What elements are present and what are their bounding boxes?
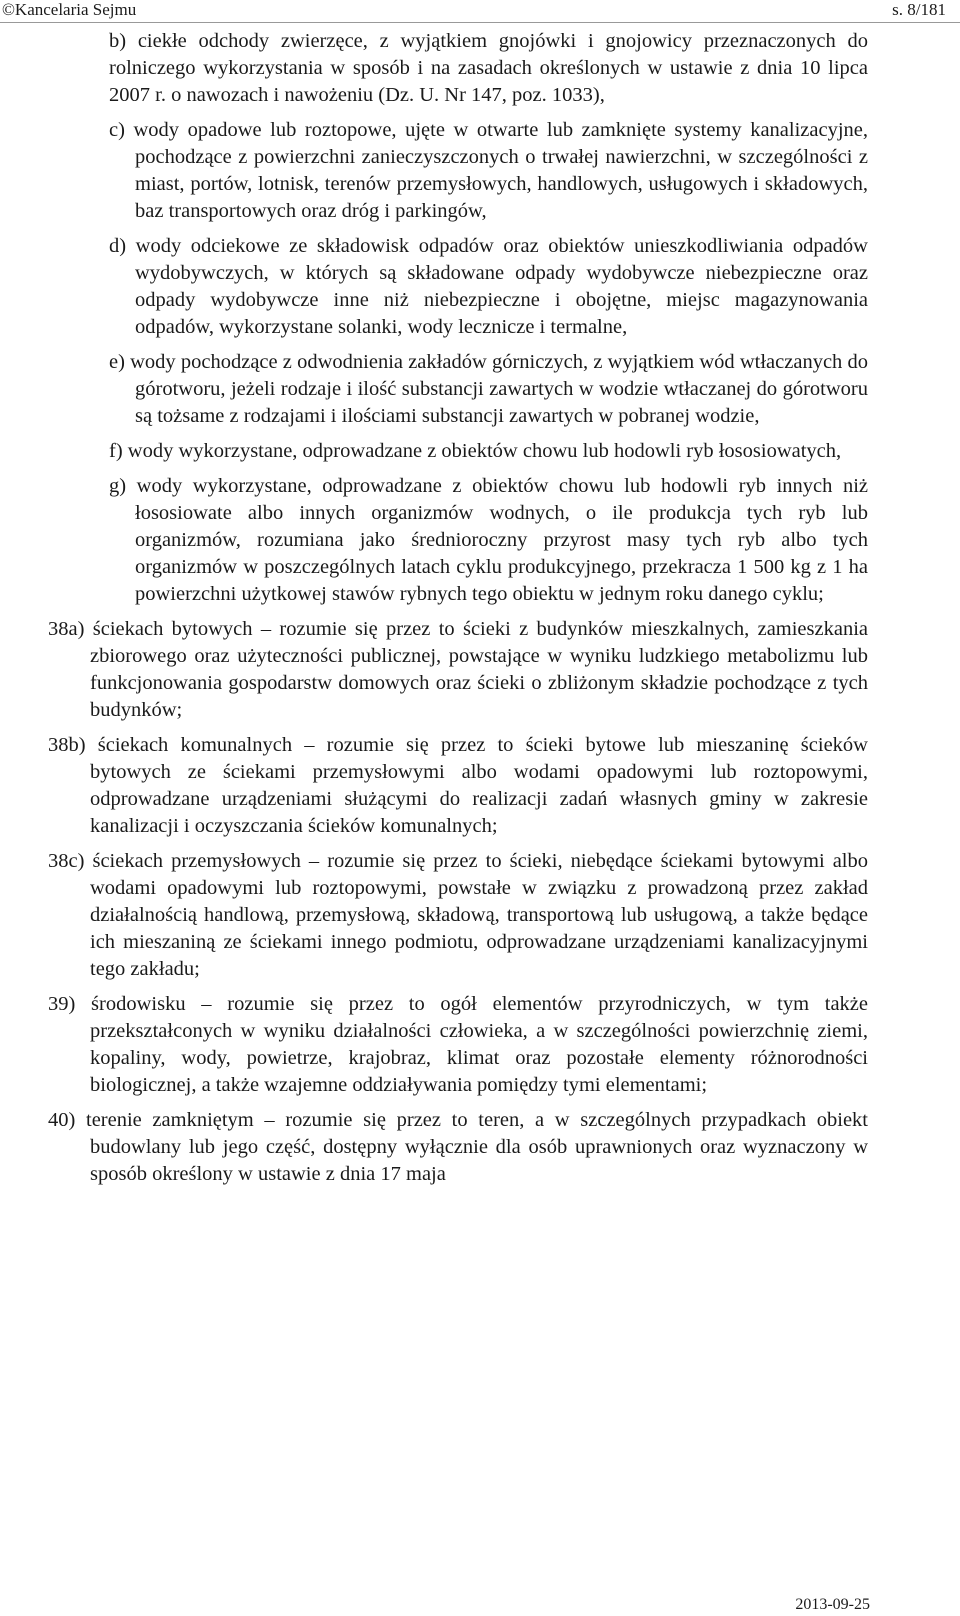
subitem-f: f) wody wykorzystane, odprowadzane z obiektów chowu lub hodowli ryb łososiowatych,: [109, 440, 842, 462]
item-38b: 38b) ściekach komunalnych – rozumie się przez to ścieki bytowe lub mieszaninę ścieków bytowych ze ściekami przemysłowymi albo wodami opadowymi lub roztopowymi, odprowadzane urządzeniami służącymi do realizacji zadań własnych gminy w zakresie kanalizacji i oczyszczania ścieków komunalnych;: [48, 734, 868, 837]
item-39: 39) środowisku – rozumie się przez to ogół elementów przyrodniczych, w tym także przekształconych w wyniku działalności człowieka, a w szczególności powierzchnię ziemi, kopaliny, wody, powietrze, krajobraz, klimat oraz pozostałe elementy różnorodności biologicznej, a także wzajemne oddziaływania pomiędzy tymi elementami;: [48, 993, 868, 1096]
document-date: 2013-09-25: [795, 1596, 870, 1613]
subitem-d: d) wody odciekowe ze składowisk odpadów oraz obiektów unieszkodliwiania odpadów wydobywczych, w których są składowane odpady wydobywcze niebezpieczne oraz odpady wydobywcze inne niż niebezpieczne i obojętne, miejsc magazynowania odpadów, wykorzystane solanki, wody lecznicze i termalne,: [109, 235, 868, 338]
subitem-b: b) ciekłe odchody zwierzęce, z wyjątkiem gnojówki i gnojowicy przeznaczonych do rolniczego wykorzystania w sposób i na zasadach określonych w ustawie z dnia 10 lipca 2007 r. o nawozach i nawożeniu (Dz. U. Nr 147, poz. 1033),: [109, 30, 868, 106]
subitem-c: c) wody opadowe lub roztopowe, ujęte w otwarte lub zamknięte systemy kanalizacyjne, pochodzące z powierzchni zanieczyszczonych o trwałej nawierzchni, w szczególności z miast, portów, lotnisk, terenów przemysłowych, handlowych, usługowych i składowych, baz transportowych oraz dróg i parkingów,: [109, 119, 868, 222]
header-source: ©Kancelaria Sejmu: [2, 0, 137, 19]
page-number: s. 8/181: [892, 0, 946, 19]
header-divider: [0, 22, 960, 23]
item-40: 40) terenie zamkniętym – rozumie się przez to teren, a w szczególnych przypadkach obiekt budowlany lub jego część, dostępny wyłącznie dla osób uprawnionych oraz wyznaczony w sposób określony w ustawie z dnia 17 maja: [48, 1109, 868, 1185]
subitem-g: g) wody wykorzystane, odprowadzane z obiektów chowu lub hodowli ryb innych niż łososiowate albo innych organizmów wodnych, o ile produkcja tych ryb lub organizmów, rozumiana jako średnioroczny przyrost masy tych ryb albo tych organizmów w poszczególnych latach cyklu produkcyjnego, przekracza 1 500 kg z 1 ha powierzchni użytkowej stawów rybnych tego obiektu w jednym roku danego cyklu;: [109, 475, 868, 605]
document-body: [0, 28, 960, 1196]
item-38c: 38c) ściekach przemysłowych – rozumie się przez to ścieki, niebędące ściekami bytowymi albo wodami opadowymi lub roztopowymi, powstałe w związku z prowadzoną przez zakład działalnością handlową, przemysłową, składową, transportową lub usługową, a także będące ich mieszaniną ze ściekami innego podmiotu, odprowadzane urządzeniami kanalizacyjnymi tego zakładu;: [48, 850, 868, 980]
subitem-e: e) wody pochodzące z odwodnienia zakładów górniczych, z wyjątkiem wód wtłaczanych do górotworu, jeżeli rodzaje i ilość substancji zawartych w wodzie wtłaczanej do górotworu są tożsame z rodzajami i ilościami substancji zawartych w pobranej wodzie,: [109, 351, 868, 427]
item-38a: 38a) ściekach bytowych – rozumie się przez to ścieki z budynków mieszkalnych, zamieszkania zbiorowego oraz użyteczności publicznej, powstające w wyniku ludzkiego metabolizmu lub funkcjonowania gospodarstw domowych oraz ścieki o zbliżonym składzie pochodzące z tych budynków;: [48, 618, 868, 721]
page-header: [0, 0, 960, 24]
